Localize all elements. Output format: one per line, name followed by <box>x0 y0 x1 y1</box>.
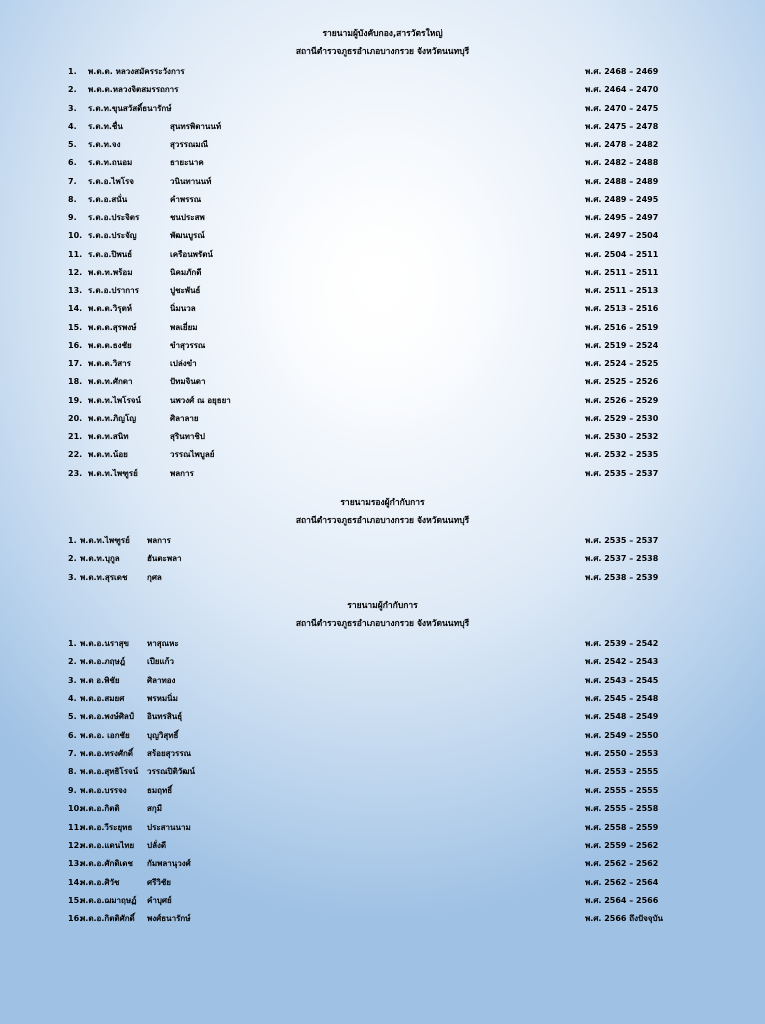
list-row <box>0 373 765 391</box>
row-year: พ.ศ. 2468 – 2469 <box>585 67 659 76</box>
row-name: พ.ต.อ.สุทธิโรจน์ <box>80 767 139 777</box>
row-num: 8. <box>68 767 77 777</box>
list-row <box>0 428 765 446</box>
list-row <box>0 173 765 191</box>
row-surname: ศิลาลาย <box>170 413 199 423</box>
row-surname: คำพรรณ <box>170 194 202 204</box>
row-num: 7. <box>68 749 77 759</box>
row-year: พ.ศ. 2543 – 2545 <box>585 675 659 685</box>
row-year: พ.ศ. 2495 – 2497 <box>585 213 659 222</box>
row-num: 12. <box>68 267 83 277</box>
row-year: พ.ศ. 2482 – 2488 <box>585 158 659 168</box>
row-year: พ.ศ. 2535 – 2537 <box>585 536 659 545</box>
row-surname: เปล่งขำ <box>170 359 197 368</box>
row-num: 8. <box>68 194 77 204</box>
list-row <box>0 136 765 154</box>
row-name: ร.ต.ท.ขุนสวัสดิ์ธนารักษ์ <box>88 103 172 113</box>
row-year: พ.ศ. 2489 – 2495 <box>585 194 659 204</box>
row-year: พ.ศ. 2519 – 2524 <box>585 340 659 350</box>
row-surname: ปัทมจินดา <box>170 377 206 387</box>
row-year: พ.ศ. 2530 – 2532 <box>585 432 659 441</box>
row-surname: วนินทานนท์ <box>170 176 212 186</box>
row-surname: พลการ <box>170 468 194 478</box>
list-row <box>0 410 765 428</box>
row-num: 23. <box>68 468 83 478</box>
list-row <box>0 837 765 855</box>
row-surname: พลการ <box>147 536 171 545</box>
row-num: 11. <box>68 249 83 259</box>
row-year: พ.ศ. 2470 – 2475 <box>585 103 659 113</box>
row-name: พ.ต.อ.แดนไทย <box>80 840 135 850</box>
row-surname: พงศ์ธนารักษ์ <box>147 914 191 924</box>
row-year: พ.ศ. 2538 – 2539 <box>585 572 659 582</box>
row-name: พ.ต.ท.ไพโรจน์ <box>88 395 141 405</box>
row-surname: หาสุณหะ <box>147 639 179 648</box>
row-name: ร.ต.อ.ปราการ <box>88 286 139 295</box>
row-year: พ.ศ. 2550 – 2553 <box>585 749 659 759</box>
row-year: พ.ศ. 2524 – 2525 <box>585 359 659 368</box>
row-surname: บุญวิสุทธิ์ <box>147 730 179 740</box>
list-row <box>0 569 765 587</box>
list-row <box>0 355 765 373</box>
row-year: พ.ศ. 2558 – 2559 <box>585 822 659 832</box>
row-surname: ปูชะพันธ์ <box>170 286 201 295</box>
section-subtitle: สถานีตำรวจภูธรอำเภอบางกรวย จังหวัดนนทบุรี <box>295 619 470 629</box>
row-num: 18. <box>68 377 83 387</box>
row-name: พ.ต.ท.ภิญโญ <box>88 413 137 423</box>
list-row <box>0 763 765 781</box>
row-name: พ.ต.อ.ทรงศักดิ์ <box>80 749 133 759</box>
row-num: 17. <box>68 359 83 368</box>
row-surname: ฮันตะพลา <box>147 554 182 564</box>
row-num: 10. <box>68 804 83 814</box>
row-surname: อินทรสินธุ์ <box>147 712 183 722</box>
row-year: พ.ศ. 2562 – 2562 <box>585 859 659 869</box>
row-num: 6. <box>68 158 77 168</box>
list-row <box>0 465 765 483</box>
row-year: พ.ศ. 2559 – 2562 <box>585 840 659 850</box>
row-name: พ.ต.ท.บุกูล <box>80 554 120 564</box>
list-row <box>0 300 765 318</box>
section-title: รายนามรองผู้กำกับการ <box>340 498 425 508</box>
row-year: พ.ศ. 2548 – 2549 <box>585 712 659 722</box>
row-name: พ.ต.อ.กิตติ <box>80 804 120 814</box>
list-row <box>0 264 765 282</box>
list-row <box>0 118 765 136</box>
row-num: 4. <box>68 121 77 131</box>
row-year: พ.ศ. 2566 ถึงปัจจุบัน <box>585 914 664 924</box>
row-year: พ.ศ. 2526 – 2529 <box>585 395 659 405</box>
row-year: พ.ศ. 2488 – 2489 <box>585 176 659 186</box>
row-num: 14. <box>68 877 83 887</box>
row-num: 1. <box>68 639 77 648</box>
row-num: 20. <box>68 413 83 423</box>
row-name: พ.ต.อ.ศักดิเดช <box>80 859 133 869</box>
row-name: ร.ต.ท.ถนอม <box>88 158 133 168</box>
list-row <box>0 392 765 410</box>
list-row <box>0 653 765 671</box>
row-num: 16. <box>68 340 83 350</box>
row-num: 3. <box>68 103 77 113</box>
row-name: พ.ต.ท.พร้อม <box>88 267 133 277</box>
row-name: พ.ต.ต.หลวงจิตสมรรถการ <box>88 85 179 95</box>
row-surname: ธายะนาค <box>170 158 204 168</box>
row-num: 2. <box>68 85 77 95</box>
list-row <box>0 855 765 873</box>
row-surname: สุวรรณมณี <box>170 140 209 149</box>
list-row <box>0 819 765 837</box>
row-surname: สกุมี <box>147 804 162 814</box>
row-surname: ศิลาทอง <box>147 675 176 685</box>
row-num: 15. <box>68 322 83 332</box>
row-surname: ปลั่งดี <box>147 840 167 850</box>
row-name: พ.ต.ต.วิสาร <box>88 359 131 368</box>
row-surname: คำบุศย์ <box>147 895 172 905</box>
row-name: ร.ต.ท.ชื่น <box>88 121 123 131</box>
row-num: 9. <box>68 785 77 795</box>
row-name: พ.ต.อ.กิตติศักดิ์ <box>80 914 135 924</box>
row-year: พ.ศ. 2539 – 2542 <box>585 639 659 648</box>
list-row <box>0 154 765 172</box>
row-surname: ประสานนาม <box>147 822 191 832</box>
row-surname: นิคมภักดี <box>170 267 202 277</box>
row-num: 11. <box>68 822 83 832</box>
row-surname: นิ่มนวล <box>170 304 196 314</box>
list-row <box>0 550 765 568</box>
row-name: พ.ต.อ. เอกชัย <box>80 730 130 740</box>
list-row <box>0 800 765 818</box>
row-num: 9. <box>68 213 77 222</box>
row-surname: ขำสุวรรณ <box>170 340 206 350</box>
row-name: พ.ต.อ.บรรจง <box>80 785 127 795</box>
row-num: 5. <box>68 140 77 149</box>
row-name: พ.ต.ต.วิรุตห์ <box>88 304 133 314</box>
row-surname: พรหมนิ่ม <box>147 694 178 704</box>
row-year: พ.ศ. 2516 – 2519 <box>585 322 659 332</box>
row-name: พ.ต.ท.ไพฑูรย์ <box>88 468 138 478</box>
list-row <box>0 782 765 800</box>
row-num: 10. <box>68 231 83 241</box>
list-row <box>0 209 765 227</box>
row-num: 1. <box>68 536 77 545</box>
list-row <box>0 892 765 910</box>
row-num: 5. <box>68 712 77 722</box>
list-row <box>0 446 765 464</box>
row-num: 1. <box>68 67 77 76</box>
row-num: 19. <box>68 395 83 405</box>
row-num: 14. <box>68 304 83 314</box>
row-num: 12. <box>68 840 83 850</box>
row-year: พ.ศ. 2549 – 2550 <box>585 730 659 740</box>
row-year: พ.ศ. 2555 – 2555 <box>585 785 659 795</box>
section-title: รายนามผู้กำกับการ <box>347 601 418 611</box>
row-surname: กุศล <box>147 572 162 582</box>
list-row <box>0 910 765 928</box>
list-row <box>0 874 765 892</box>
list-row <box>0 745 765 763</box>
row-surname: ชนประสพ <box>170 213 205 222</box>
row-num: 15. <box>68 895 83 905</box>
row-name: ร.ต.อ.ประจิตร <box>88 213 140 222</box>
row-surname: วรรณไพบูลย์ <box>170 450 215 460</box>
row-surname: เปียแก้ว <box>147 657 174 667</box>
list-row <box>0 708 765 726</box>
row-year: พ.ศ. 2562 – 2564 <box>585 877 659 887</box>
section-subtitle: สถานีตำรวจภูธรอำเภอบางกรวย จังหวัดนนทบุรี <box>295 47 470 57</box>
row-name: ร.ต.อ.ปิพนธ์ <box>88 249 133 259</box>
row-name: พ.ต.อ.พงษ์ศิลป์ <box>80 712 134 722</box>
list-row <box>0 337 765 355</box>
row-year: พ.ศ. 2511 – 2513 <box>585 286 659 295</box>
row-year: พ.ศ. 2529 – 2530 <box>585 413 659 423</box>
row-year: พ.ศ. 2497 – 2504 <box>585 231 659 241</box>
list-row <box>0 63 765 81</box>
list-row <box>0 690 765 708</box>
row-year: พ.ศ. 2525 – 2526 <box>585 377 659 387</box>
row-surname: กัมพลานุวงศ์ <box>147 859 191 869</box>
row-name: พ.ต.อ.ภฤษฎ์ <box>80 657 126 667</box>
row-surname: ธมฤทธิ์ <box>147 785 173 795</box>
row-name: พ.ต.ต. หลวงสมัครระวังการ <box>88 67 185 76</box>
row-surname: พัฒนบูรณ์ <box>170 231 205 241</box>
row-num: 3. <box>68 572 77 582</box>
row-year: พ.ศ. 2555 – 2558 <box>585 804 659 814</box>
row-year: พ.ศ. 2535 – 2537 <box>585 468 659 478</box>
row-num: 16. <box>68 914 83 924</box>
row-name: พ.ต.อ.ฌมาฤษฏ์ <box>80 895 137 905</box>
list-row <box>0 282 765 300</box>
list-row <box>0 81 765 99</box>
row-surname: นพวงศ์ ณ อยุธยา <box>170 395 231 405</box>
row-year: พ.ศ. 2537 – 2538 <box>585 554 659 564</box>
row-surname: สุรินทาชิป <box>170 432 205 441</box>
list-row <box>0 100 765 118</box>
row-name: พ.ต.ท.ไพฑูรย์ <box>80 536 130 545</box>
row-num: 22. <box>68 450 83 460</box>
row-name: ร.ต.อ.สนั่น <box>88 194 128 204</box>
row-num: 3. <box>68 675 77 685</box>
row-name: พ.ต.ต.สุรพงษ์ <box>88 322 137 332</box>
row-year: พ.ศ. 2504 – 2511 <box>585 249 659 259</box>
row-year: พ.ศ. 2532 – 2535 <box>585 450 659 460</box>
row-surname: ศรีวิชัย <box>147 877 171 887</box>
list-row <box>0 635 765 653</box>
row-name: ร.ต.ท.จง <box>88 140 121 149</box>
row-name: พ.ต อ.พิชัย <box>80 675 120 685</box>
row-year: พ.ศ. 2475 – 2478 <box>585 121 659 131</box>
row-name: พ.ต.ท.น้อย <box>88 450 128 460</box>
list-row <box>0 246 765 264</box>
row-name: ร.ต.อ.ไพโรจ <box>88 176 134 186</box>
row-surname: เครือนพรัตน์ <box>170 249 213 259</box>
section-subtitle: สถานีตำรวจภูธรอำเภอบางกรวย จังหวัดนนทบุรี <box>295 516 470 526</box>
row-name: พ.ต.อ.ศิวัช <box>80 877 120 887</box>
row-name: พ.ต.อ.นราสุข <box>80 639 129 648</box>
row-surname: สร้อยสุวรรณ <box>147 749 192 759</box>
row-num: 2. <box>68 554 77 564</box>
row-num: 13. <box>68 286 83 295</box>
row-year: พ.ศ. 2478 – 2482 <box>585 140 659 149</box>
row-surname: วรรณปิติวัฒน์ <box>147 767 195 777</box>
row-name: พ.ต.อ.วีระยุทธ <box>80 822 133 832</box>
list-row <box>0 672 765 690</box>
row-name: พ.ต.ท.สนิท <box>88 432 129 441</box>
row-num: 4. <box>68 694 77 704</box>
row-name: พ.ต.ท.ศักดา <box>88 377 133 387</box>
row-year: พ.ศ. 2564 – 2566 <box>585 895 659 905</box>
row-year: พ.ศ. 2511 – 2511 <box>585 267 659 277</box>
list-row <box>0 727 765 745</box>
row-num: 21. <box>68 432 83 441</box>
row-year: พ.ศ. 2545 – 2548 <box>585 694 659 704</box>
row-name: พ.ต.ต.ธงชัย <box>88 340 132 350</box>
row-year: พ.ศ. 2513 – 2516 <box>585 304 659 314</box>
row-surname: สุนทรพิตานนท์ <box>170 121 222 131</box>
row-num: 2. <box>68 657 77 667</box>
row-year: พ.ศ. 2542 – 2543 <box>585 657 659 667</box>
list-row <box>0 191 765 209</box>
row-name: ร.ต.อ.ประจัญ <box>88 231 137 241</box>
section-title: รายนามผู้บังคับกอง,สารวัตรใหญ่ <box>322 29 443 39</box>
row-num: 6. <box>68 730 77 740</box>
row-name: พ.ต.ท.สุรเดช <box>80 572 128 582</box>
row-surname: พลเยี่ยม <box>170 322 198 332</box>
row-year: พ.ศ. 2553 – 2555 <box>585 767 659 777</box>
row-name: พ.ต.อ.สมยศ <box>80 694 125 704</box>
list-row <box>0 319 765 337</box>
list-row <box>0 227 765 245</box>
list-row <box>0 532 765 550</box>
row-year: พ.ศ. 2464 – 2470 <box>585 85 659 95</box>
row-num: 7. <box>68 176 77 186</box>
row-num: 13. <box>68 859 83 869</box>
